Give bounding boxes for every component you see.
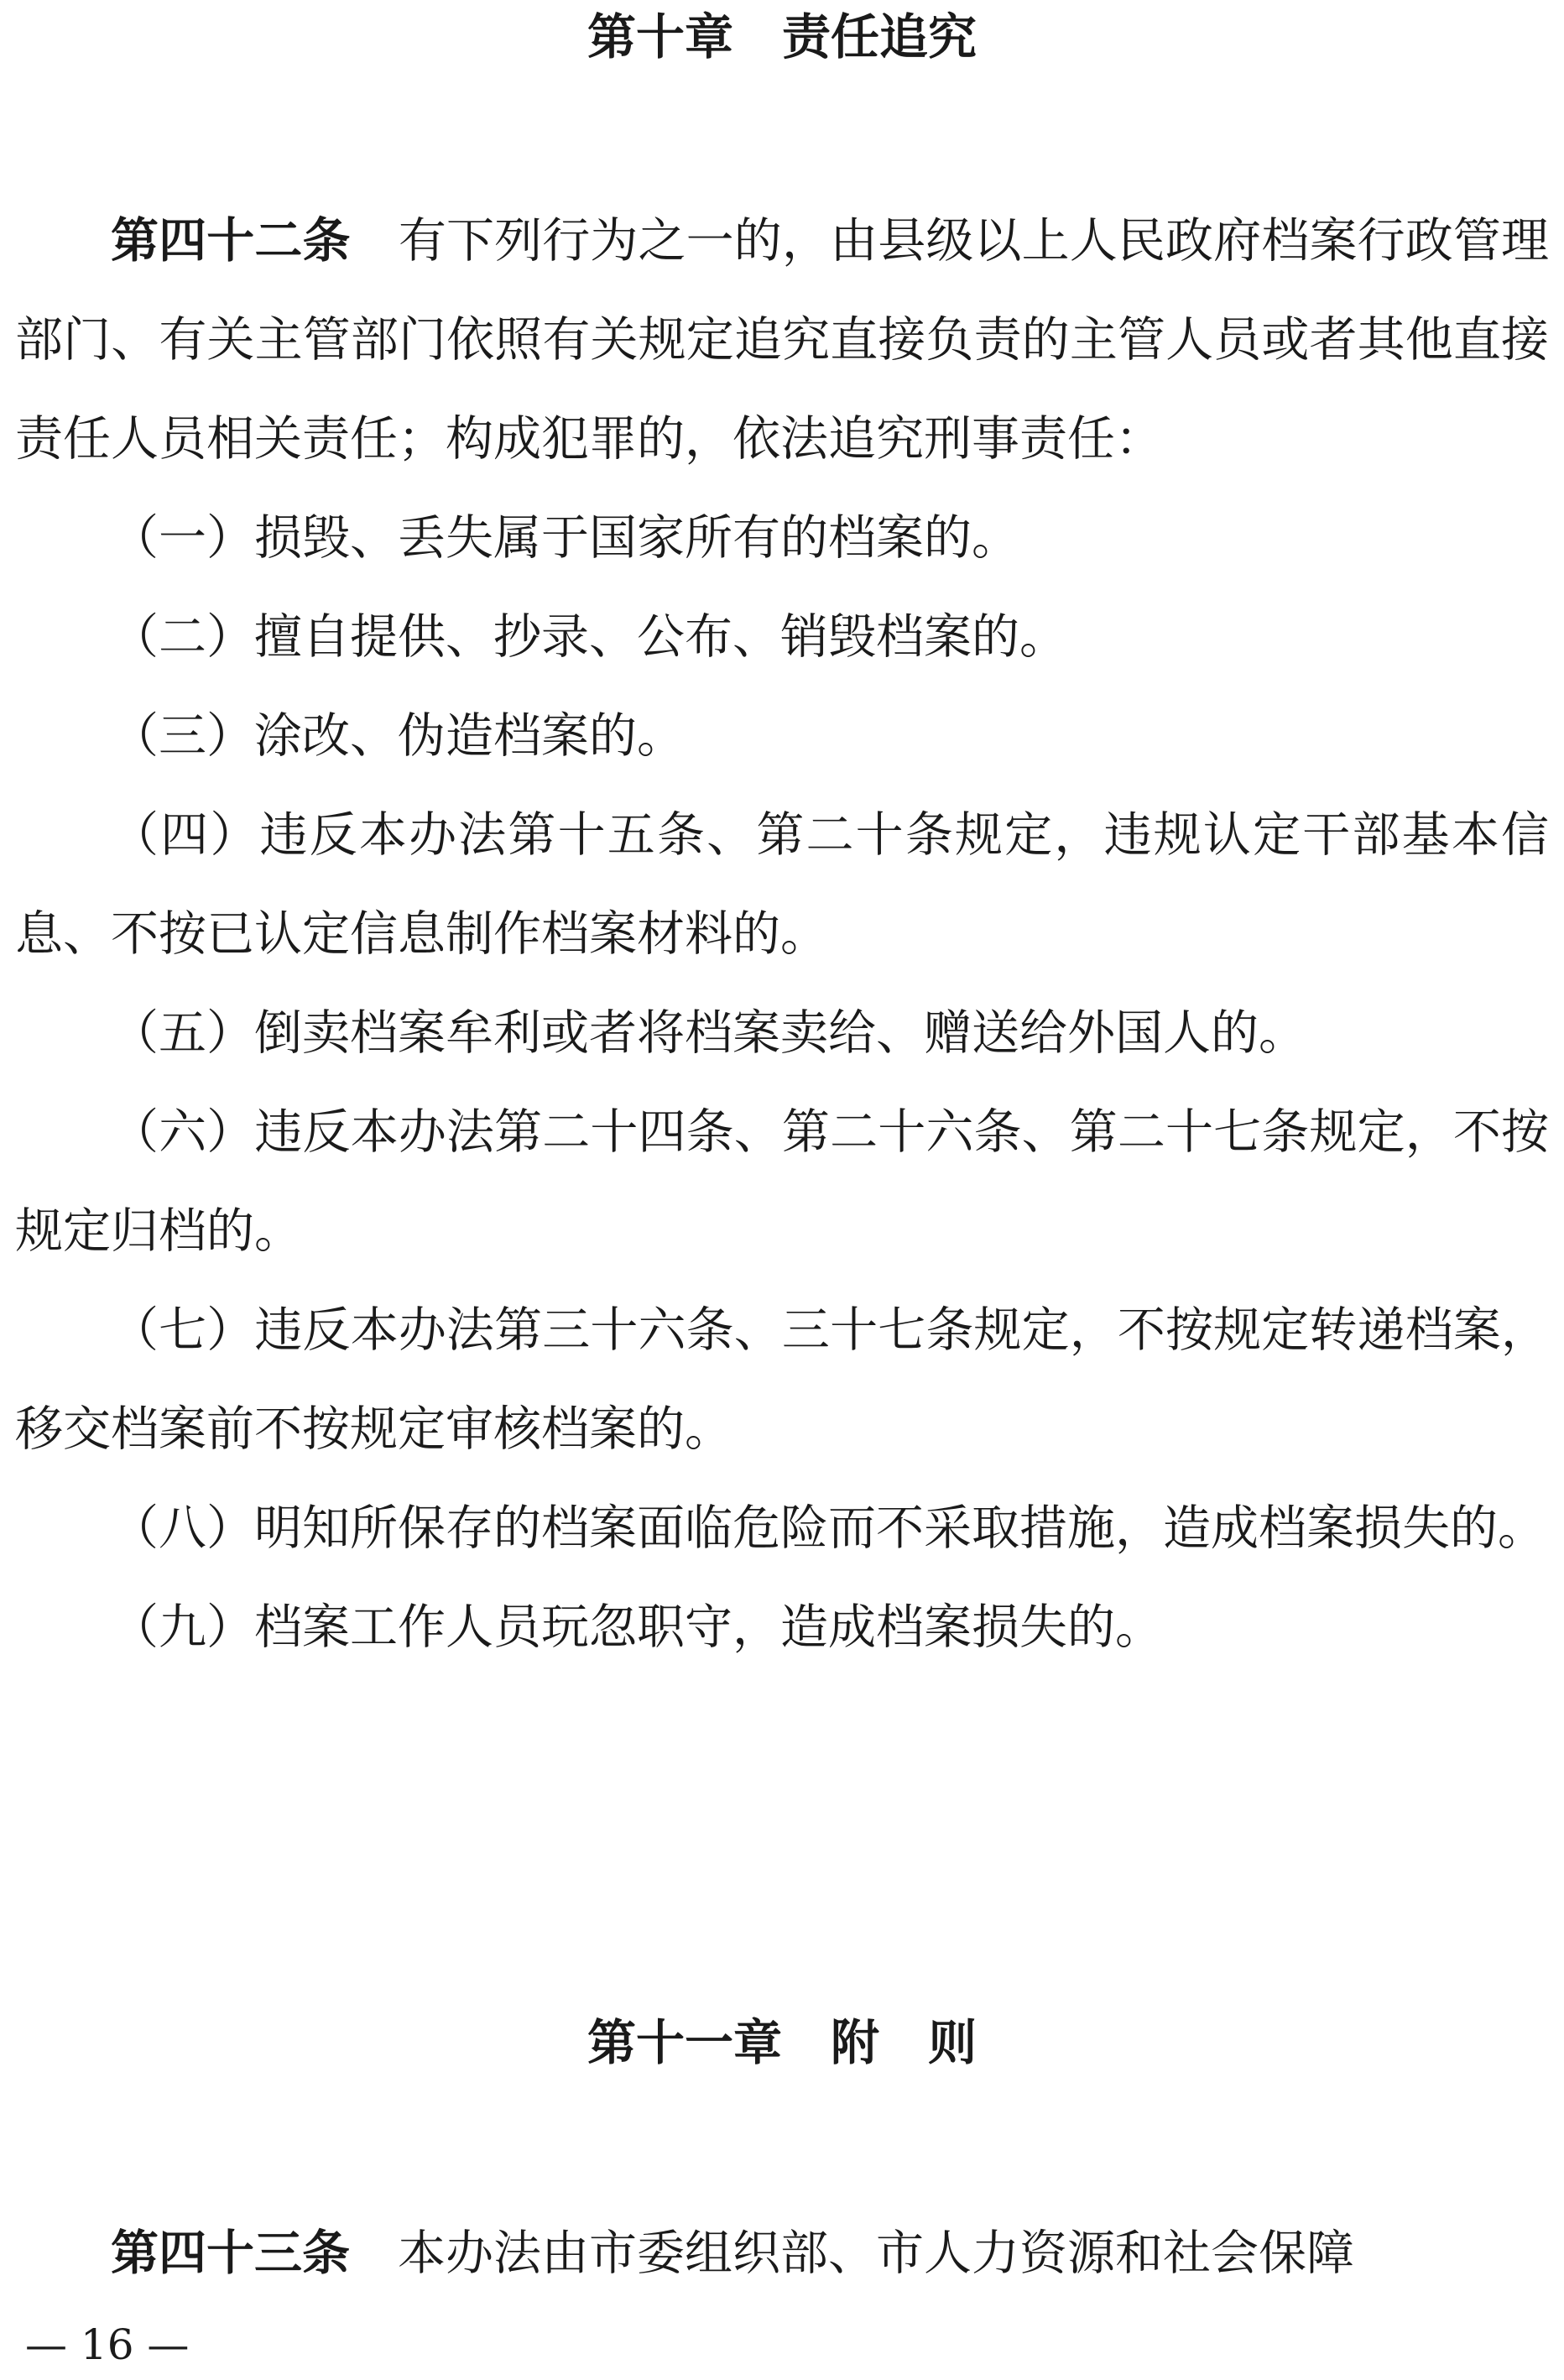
article-43-text: 本办法由市委组织部、市人力资源和社会保障 [350, 2226, 1354, 2281]
article-43-heading: 第四十三条 [111, 2226, 350, 2281]
article-42-item-6: （六）违反本办法第二十四条、第二十六条、第二十七条规定，不按规定归档的。 [15, 1104, 1549, 1259]
article-42-intro-text: 有下列行为之一的，由县级以上人民政府档案行政管理部门、有关主管部门依照有关规定追究直接负责的主管人员或者其他直接责任人员相关责任；构成犯罪的，依法追究刑事责任： [15, 213, 1550, 467]
article-42-item-2: （二）擅自提供、抄录、公布、销毁档案的。 [111, 609, 1067, 665]
article-42 [15, 191, 1549, 1677]
article-43-paragraph [15, 2204, 1549, 2303]
article-42-item-3: （三）涂改、伪造档案的。 [111, 708, 685, 764]
page-number: — 16 — [25, 2320, 190, 2369]
article-42-intro [15, 191, 1549, 488]
chapter-10-title: 第十章 责任追究 [586, 8, 977, 65]
article-42-item-7: （七）违反本办法第三十六条、三十七条规定，不按规定转递档案，移交档案前不按规定审核档案的。 [15, 1302, 1549, 1457]
article-42-item-5: （五）倒卖档案牟利或者将档案卖给、赠送给外国人的。 [111, 1005, 1306, 1061]
article-42-item-9: （九）档案工作人员玩忽职守，造成档案损失的。 [111, 1600, 1163, 1655]
article-43 [15, 2204, 1549, 2303]
article-42-heading: 第四十二条 [111, 213, 351, 269]
article-42-item-8: （八）明知所保存的档案面临危险而不采取措施，造成档案损失的。 [111, 1501, 1546, 1556]
article-42-item-1: （一）损毁、丢失属于国家所有的档案的。 [111, 510, 1019, 566]
chapter-11-title: 第十一章 附 则 [586, 2014, 977, 2071]
article-42-item-4: （四）违反本办法第十五条、第二十条规定，违规认定干部基本信息、不按已认定信息制作档案材料的。 [15, 807, 1549, 962]
